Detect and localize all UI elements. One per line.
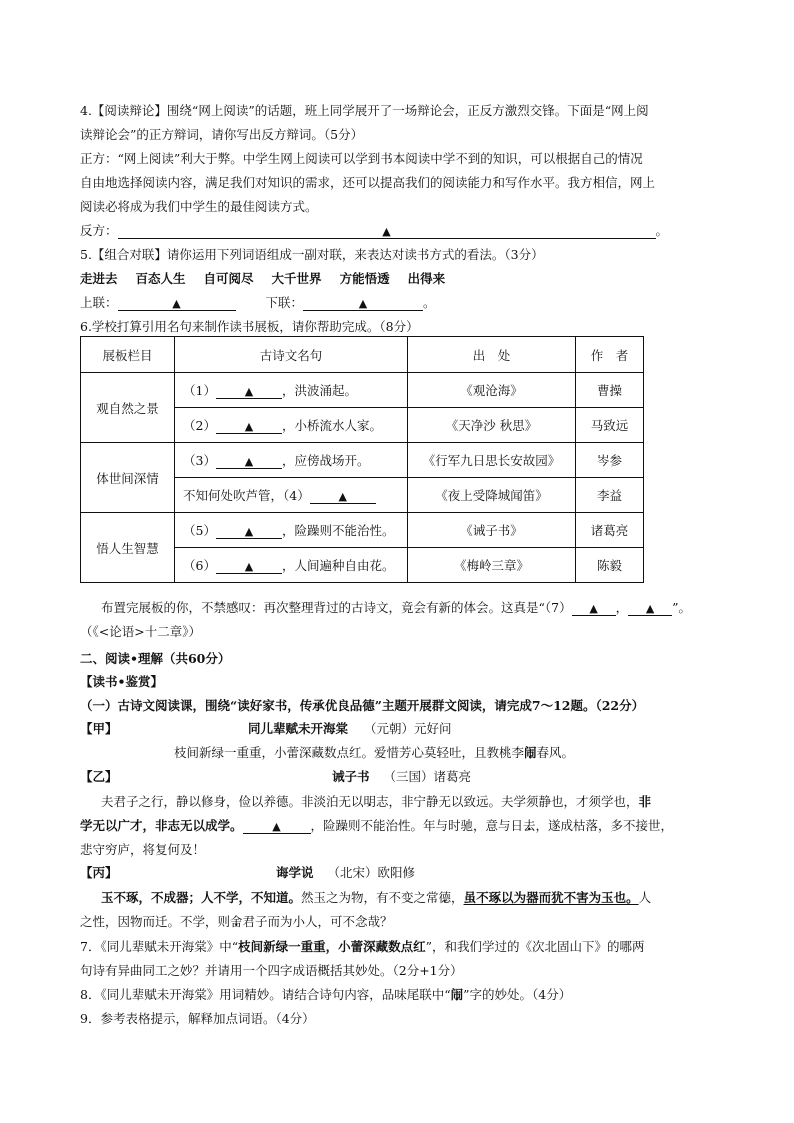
- q4-con-end: 。: [655, 223, 669, 238]
- q4-line1: 4.【阅读辩论】围绕“网上阅读”的话题，班上同学展开了一场辩论会，正反方激烈交锋。下面是“网上阅: [80, 103, 649, 118]
- q4-line2: 读辩论会”的正方辩词，请你写出反方辩词。（5分）: [80, 127, 364, 142]
- yi-title-line: 诫子书 （三国）诸葛亮: [332, 769, 472, 784]
- author-cell: 马致远: [576, 408, 644, 443]
- quote-cell: 不知何处吹芦管，（4） ▲: [175, 478, 408, 513]
- blank-triangle-icon: ▲: [358, 297, 368, 310]
- blank-triangle-icon: ▲: [645, 602, 655, 615]
- blank-triangle-icon: ▲: [244, 560, 254, 573]
- q4-con-label: 反方：: [80, 223, 118, 238]
- q5-lower-label: 下联：: [265, 295, 304, 310]
- bing-tag: 【丙】: [80, 865, 118, 880]
- q5-word-list: [80, 269, 445, 287]
- blank-triangle-icon: ▲: [338, 490, 347, 503]
- bing-line1: 玉不琢，不成器；人不学，不知道。然玉之为物，有不变之常德，虽不琢以为器而犹不害为玉也。人: [101, 890, 652, 905]
- section2-title: 二、阅读•理解（共60分）: [80, 651, 231, 666]
- quote-blank-2[interactable]: [216, 419, 282, 434]
- blank-triangle-icon: ▲: [244, 385, 254, 398]
- group-cell: 悟人生智慧: [81, 513, 175, 583]
- yi-answer-blank[interactable]: [243, 819, 311, 834]
- header-cell: 展板栏目: [81, 337, 175, 373]
- quote-cell: （6） ▲ ，人间遍种自由花。: [175, 548, 408, 583]
- blank-triangle-icon: ▲: [589, 602, 598, 615]
- table-row: [81, 443, 644, 478]
- author-cell: 曹操: [576, 373, 644, 408]
- q4-pro-line1: 正方：“网上阅读”利大于弊。中学生网上阅读可以学到书本阅读中学不到的知识，可以根据自己的情况: [80, 151, 643, 166]
- section2-sub: 【读书•鉴赏】: [80, 674, 163, 689]
- author-cell: 岑参: [576, 443, 644, 478]
- author-cell: 诸葛亮: [576, 513, 644, 548]
- q5-upper-label: 上联：: [80, 295, 118, 310]
- header-cell: 古诗文名句: [175, 337, 408, 373]
- q5-couplet-line: [80, 293, 436, 311]
- yi-line2: 学无以广才，非志无以成学。 ▲ ，险躁则不能治性。年与时驰，意与日去，遂成枯落，多不接世，: [80, 818, 674, 833]
- blank-triangle-icon: ▲: [272, 820, 281, 833]
- section2-part1: （一）古诗文阅读课，围绕“读好家书，传承优良品德”主题开展群文阅读，请完成7～12题。（22分）: [80, 698, 645, 713]
- table-row: [81, 513, 644, 548]
- table-header-row: [81, 337, 644, 373]
- quote-cell: （1） ▲ ，洪波涌起。: [175, 373, 408, 408]
- table-row: [81, 373, 644, 408]
- jia-poem: 枝间新绿一重重，小蕾深藏数点红。爱惜芳心莫轻吐，且教桃李闹春风。: [174, 745, 575, 760]
- source-cell: 《天净沙 秋思》: [408, 408, 576, 443]
- quote-blank-5[interactable]: [216, 524, 282, 539]
- q8-line: 8．《同儿辈赋未开海棠》用词精妙。请结合诗句内容，品味尾联中“闹”字的妙处。（4分）: [80, 987, 572, 1002]
- q9-line: 9．参考表格提示，解释加点词语。（4分）: [80, 1011, 315, 1026]
- blank-triangle-icon: ▲: [244, 455, 254, 468]
- author-cell: 李益: [576, 478, 644, 513]
- q5-line1: 5.【组合对联】请你运用下列词语组成一副对联，来表达对读书方式的看法。（3分）: [80, 247, 544, 262]
- q6-after-line1: 布置完展板的你，不禁感叹：再次整理背过的古诗文，竟会有新的体会。这真是“（7） ▲ ， ▲ ”。: [101, 600, 692, 615]
- bing-title-line: 诲学说 （北宋）欧阳修: [276, 865, 416, 880]
- quote-cell: （5） ▲ ，险躁则不能治性。: [175, 513, 408, 548]
- q5-word: 出得来: [407, 271, 446, 286]
- jia-title-line: 同儿辈赋未开海棠 （元朝）元好问: [248, 721, 452, 736]
- quote-blank-7a[interactable]: [572, 601, 616, 616]
- quote-blank-7b[interactable]: [628, 601, 672, 616]
- q5-word: 方能悟透: [339, 271, 390, 286]
- blank-triangle-icon: ▲: [244, 525, 254, 538]
- jia-tag: 【甲】: [80, 721, 118, 736]
- quote-blank-6[interactable]: [216, 559, 282, 574]
- source-cell: 《诫子书》: [408, 513, 576, 548]
- yi-line1: 夫君子之行，静以修身，俭以养德。非淡泊无以明志，非宁静无以致远。夫学须静也，才须学也，非: [101, 794, 652, 809]
- q5-end: 。: [423, 295, 436, 310]
- author-cell: 陈毅: [576, 548, 644, 583]
- source-cell: 《行军九日思长安故园》: [408, 443, 576, 478]
- q5-word: 大千世界: [271, 271, 322, 286]
- q5-word: 自可阅尽: [203, 271, 254, 286]
- quote-blank-4[interactable]: [310, 489, 376, 504]
- quote-cell: （2） ▲ ，小桥流水人家。: [175, 408, 408, 443]
- quote-blank-3[interactable]: [216, 454, 282, 469]
- q5-word: 百态人生: [135, 271, 186, 286]
- group-cell: 体世间深情: [81, 443, 175, 513]
- header-cell: 作 者: [576, 337, 644, 373]
- q5-word: 走进去: [80, 271, 118, 286]
- group-cell: 观自然之景: [81, 373, 175, 443]
- quote-cell: （3） ▲ ，应傍战场开。: [175, 443, 408, 478]
- blank-triangle-icon: ▲: [382, 225, 391, 238]
- q7-line2: 句诗有异曲同工之妙？并请用一个四字成语概括其妙处。（2分+1分）: [80, 963, 463, 978]
- quote-blank-1[interactable]: [216, 384, 282, 399]
- q5-upper-blank[interactable]: [118, 296, 236, 311]
- source-cell: 《观沧海》: [408, 373, 576, 408]
- q5-lower-blank[interactable]: [303, 296, 423, 311]
- yi-line3: 悲守穷庐，将复何及！: [80, 842, 206, 857]
- q7-line1: 7．《同儿辈赋未开海棠》中“枝间新绿一重重，小蕾深藏数点红”，和我们学过的《次北固山下》的哪两: [80, 939, 645, 954]
- header-cell: 出 处: [408, 337, 576, 373]
- q4-con-answer-blank[interactable]: [118, 224, 656, 239]
- reading-board-table: [80, 336, 644, 583]
- yi-tag: 【乙】: [80, 769, 118, 784]
- bing-line2: 之性，因物而迁。不学，则舍君子而为小人，可不念哉？: [80, 914, 393, 929]
- blank-triangle-icon: ▲: [172, 297, 181, 310]
- q4-con-line: [80, 221, 668, 239]
- source-cell: 《夜上受降城闻笛》: [408, 478, 576, 513]
- q6-intro: 6.学校打算引用名句来制作读书展板，请你帮助完成。（8分）: [80, 319, 419, 334]
- q4-pro-line2: 自由地选择阅读内容，满足我们对知识的需求，还可以提高我们的阅读能力和写作水平。我方相信，网上: [80, 175, 656, 190]
- q6-after-line2: （《<论语>十二章》）: [80, 624, 201, 639]
- q4-pro-line3: 阅读必将成为我们中学生的最佳阅读方式。: [80, 199, 318, 214]
- source-cell: 《梅岭三章》: [408, 548, 576, 583]
- blank-triangle-icon: ▲: [244, 420, 254, 433]
